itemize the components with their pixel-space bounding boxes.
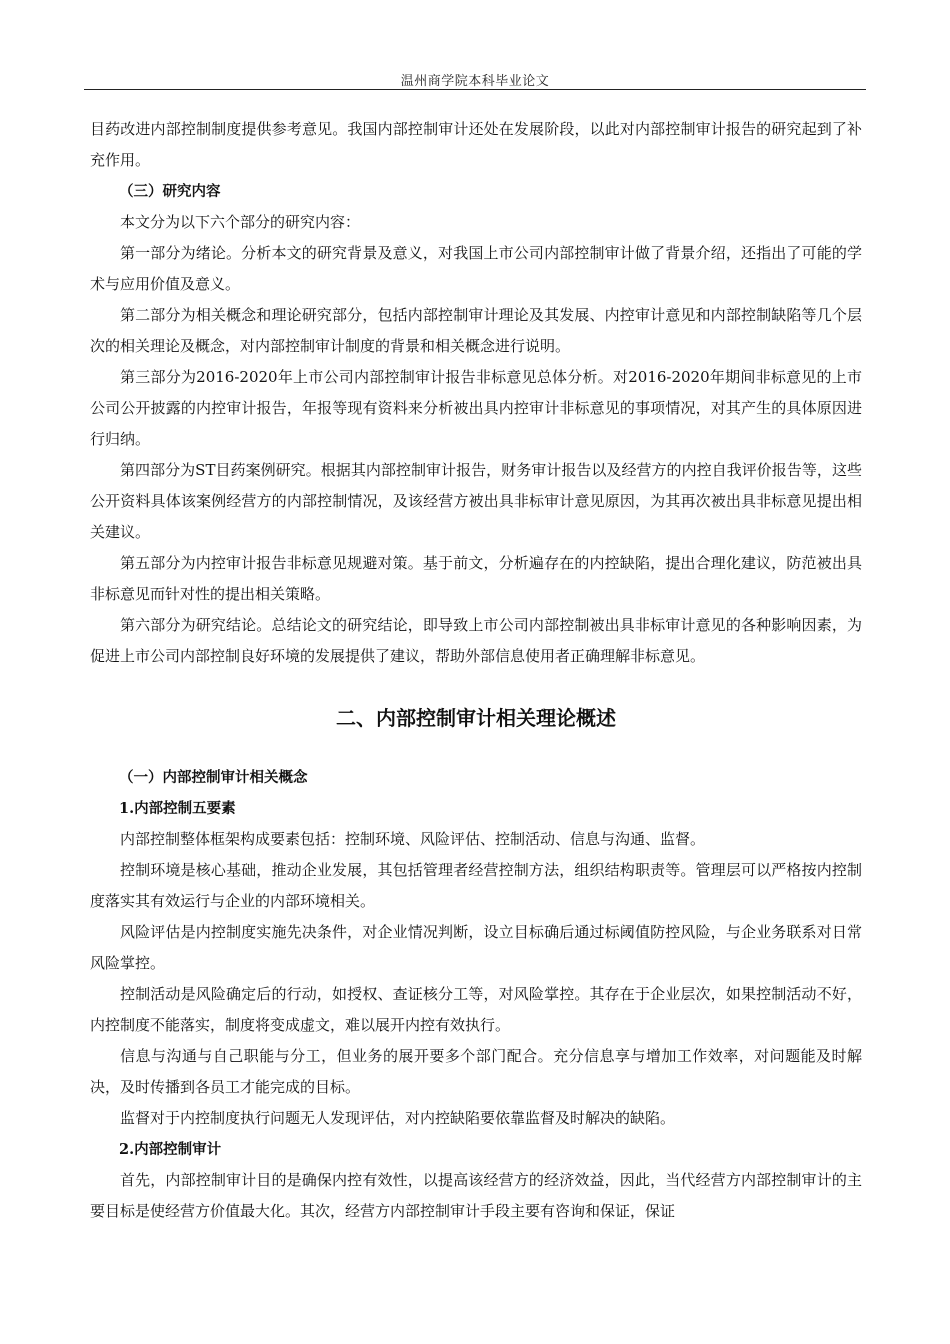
paragraph-part-1: 第一部分为绪论。分析本文的研究背景及意义，对我国上市公司内部控制审计做了背景介绍，还指出了可能的学术与应用价值及意义。 [90,244,862,293]
paragraph-control-environment: 控制环境是核心基础，推动企业发展，其包括管理者经营控制方法，组织结构职责等。管理层可以严格按内控制度落实其有效运行与企业的内部环境相关。 [90,861,862,910]
section-heading-concepts: （一）内部控制审计相关概念 [119,769,308,786]
paragraph-five-elements-lead: 内部控制整体框架构成要素包括：控制环境、风险评估、控制活动、信息与沟通、监督。 [120,830,706,848]
paragraph-information-communication: 信息与沟通与自己职能与分工，但业务的展开要多个部门配合。充分信息享与增加工作效率，对问题能及时解决，及时传播到各员工才能完成的目标。 [90,1047,862,1096]
section-heading-research-content: （三）研究内容 [119,183,221,200]
document-body [90,114,862,1227]
paragraph-part-4: 第四部分为ST目药案例研究。根据其内部控制审计报告，财务审计报告以及经营方的内控自我评价报告等，这些公开资料具体该案例经营方的内部控制情况，及该经营方被出具非标审计意见原因，为其再次被出具非标意见提出相关建议。 [90,461,862,541]
paragraph-part-5: 第五部分为内控审计报告非标意见规避对策。基于前文，分析遍存在的内控缺陷，提出合理化建议，防范被出具非标意见而针对性的提出相关策略。 [90,554,862,603]
paragraph-part-2: 第二部分为相关概念和理论研究部分，包括内部控制审计理论及其发展、内控审计意见和内部控制缺陷等几个层次的相关理论及概念，对内部控制审计制度的背景和相关概念进行说明。 [90,306,862,355]
paragraph-monitoring: 监督对于内控制度执行问题无人发现评估，对内控缺陷要依靠监督及时解决的缺陷。 [120,1109,676,1127]
running-header: 温州商学院本科毕业论文 [400,74,550,89]
paragraph-internal-control-audit: 首先，内部控制审计目的是确保内控有效性，以提高该经营方的经济效益，因此，当代经营方内部控制审计的主要目标是使经营方价值最大化。其次，经营方内部控制审计手段主要有咨询和保证，保证 [90,1171,862,1220]
paragraph-research-lead: 本文分为以下六个部分的研究内容： [120,213,361,231]
subsection-heading-five-elements: 1.内部控制五要素 [119,800,236,817]
paragraph-control-activities: 控制活动是风险确定后的行动，如授权、查证核分工等，对风险掌控。其存在于企业层次，如果控制活动不好，内控制度不能落实，制度将变成虚文，难以展开内控有效执行。 [90,985,862,1034]
paragraph-part-3: 第三部分为2016-2020年上市公司内部控制审计报告非标意见总体分析。对2016-2020年期间非标意见的上市公司公开披露的内控审计报告，年报等现有资料来分析被出具内控审计非标意见的事项情况，对其产生的具体原因进行归纳。 [90,368,862,448]
paragraph-risk-assessment: 风险评估是内控制度实施先决条件，对企业情况判断，设立目标确后通过标阈值防控风险，与企业务联系对日常风险掌控。 [90,923,862,972]
subsection-heading-internal-control-audit: 2.内部控制审计 [119,1141,222,1158]
header-divider [84,89,866,90]
chapter-title: 二、内部控制审计相关理论概述 [336,706,616,730]
paragraph-part-6: 第六部分为研究结论。总结论文的研究结论，即导致上市公司内部控制被出具非标审计意见的各种影响因素，为促进上市公司内部控制良好环境的发展提供了建议，帮助外部信息使用者正确理解非标意见。 [90,616,862,665]
paragraph-intro-continuation: 目药改进内部控制制度提供参考意见。我国内部控制审计还处在发展阶段，以此对内部控制审计报告的研究起到了补充作用。 [90,120,862,169]
